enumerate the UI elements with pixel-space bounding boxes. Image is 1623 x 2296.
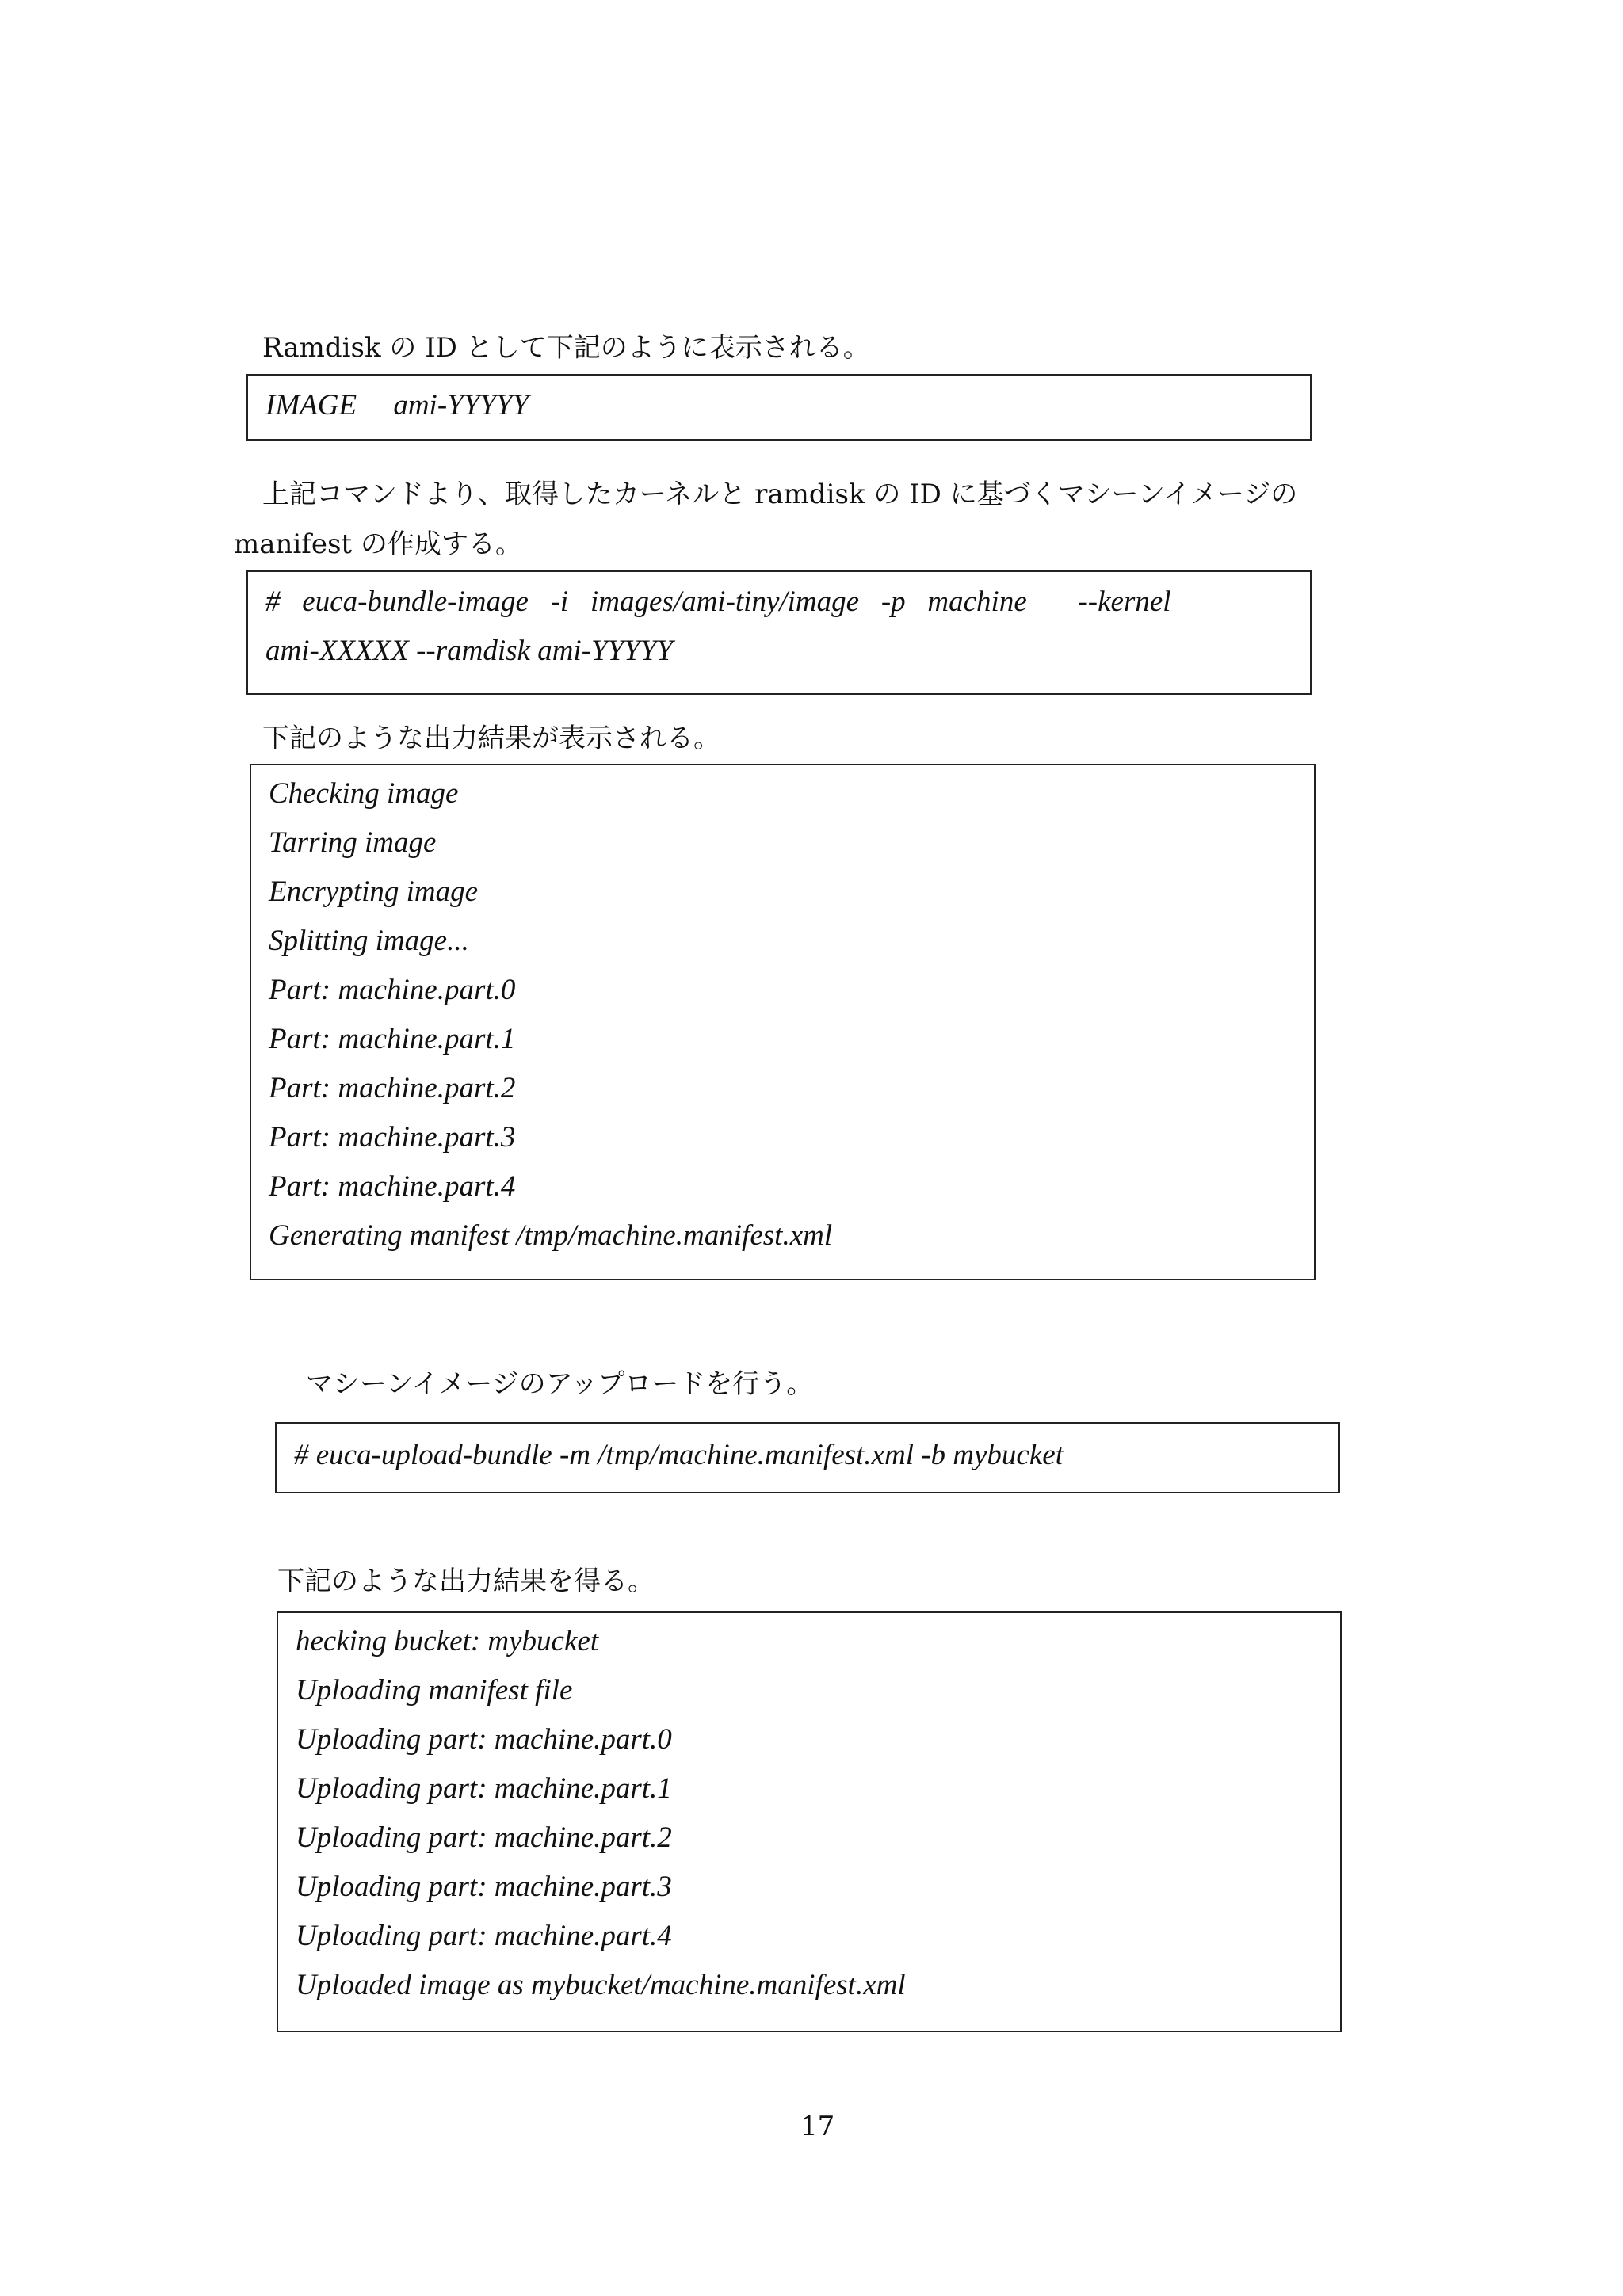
output-line: hecking bucket: mybucket: [296, 1625, 599, 1657]
output-line: Part: machine.part.2: [269, 1072, 516, 1104]
output-line: Checking image: [269, 777, 459, 810]
output-line: Uploading part: machine.part.0: [296, 1723, 672, 1756]
section2-command-box: [246, 570, 1312, 695]
output-line: Encrypting image: [269, 875, 479, 908]
section3-output-box: [250, 764, 1316, 1280]
output-line: Uploading part: machine.part.4: [296, 1920, 672, 1952]
section4-intro: マシーンイメージのアップロードを行う。: [306, 1368, 814, 1400]
output-line: Part: machine.part.0: [269, 974, 516, 1006]
section4-command-box: [275, 1422, 1340, 1493]
section1-output-line: IMAGE ami-YYYYY: [265, 389, 529, 421]
output-line: Part: machine.part.4: [269, 1170, 516, 1203]
section5-intro: 下記のような出力結果を得る。: [277, 1566, 655, 1597]
section3-intro: 下記のような出力結果が表示される。: [262, 723, 720, 754]
section2-intro-line2: manifest の作成する。: [234, 528, 522, 560]
section2-intro-line1: 上記コマンドより、取得したカーネルと ramdisk の ID に基づくマシーンイメージの: [262, 479, 1298, 510]
section5-output-box: [277, 1611, 1342, 2032]
section1-output-box: [246, 374, 1312, 441]
output-line: Generating manifest /tmp/machine.manifest.xml: [269, 1219, 833, 1252]
output-line: Uploaded image as mybucket/machine.manifest.xml: [296, 1969, 906, 2001]
output-line: Uploading part: machine.part.1: [296, 1772, 672, 1805]
section2-command-line2: ami-XXXXX --ramdisk ami-YYYYY: [265, 635, 673, 667]
output-line: Part: machine.part.3: [269, 1121, 516, 1154]
page-number: 17: [800, 2111, 835, 2142]
output-line: Part: machine.part.1: [269, 1023, 516, 1055]
output-line: Uploading manifest file: [296, 1674, 573, 1707]
output-line: Tarring image: [269, 826, 437, 859]
output-line: Uploading part: machine.part.3: [296, 1871, 672, 1903]
section2-command-line1: # euca-bundle-image -i images/ami-tiny/image -p machine --kernel: [265, 585, 1171, 618]
output-line: Splitting image...: [269, 925, 469, 957]
section1-intro: Ramdisk の ID として下記のように表示される。: [262, 332, 870, 364]
section4-command-line: # euca-upload-bundle -m /tmp/machine.manifest.xml -b mybucket: [294, 1439, 1064, 1471]
output-line: Uploading part: machine.part.2: [296, 1821, 672, 1854]
